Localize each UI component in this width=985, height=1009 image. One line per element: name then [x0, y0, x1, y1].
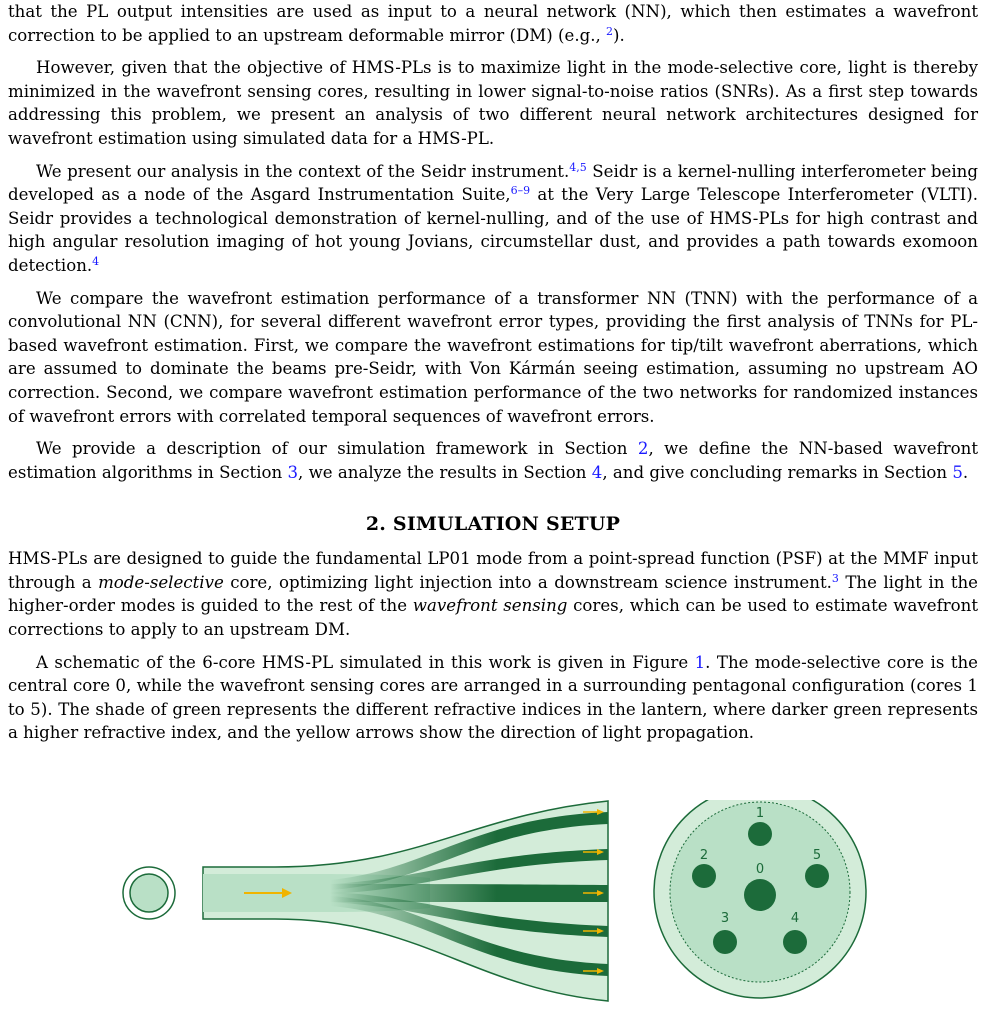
citation-link[interactable]: 4,5 [569, 160, 587, 174]
photonic-lantern-figure [0, 800, 985, 1009]
core-1 [748, 822, 772, 846]
citation-link[interactable]: 2 [606, 24, 614, 38]
output-cross-section [654, 800, 866, 998]
section-link[interactable]: 3 [287, 462, 299, 482]
paragraph-seidr: We present our analysis in the context of the Seidr instrument.$^{4,5}$ Seidr is a kernel-nulling interferometer being developed as a node of the Asgard Instrumentation Suite,$^{6-9}$ at the Very Large Telescope Interferometer (VLTI). Seidr provides a technological demonstration of kernel-nulling, and of the use of HMS-PLs for high contrast and high angular resolution imaging of hot young Jovians, circumstellar dust, and provides a path towards exomoon detection.$^4$ [8, 160, 978, 275]
paragraph-outline: We provide a description of our simulation framework in Section 2, we define the NN-based wavefront estimation algorithms in Section 3, we analyze the results in Section 4, and give concluding remarks in Section 5. [8, 439, 978, 482]
core-label-4: 4 [790, 911, 800, 926]
core-5 [805, 864, 829, 888]
paragraph-intro-end: that the PL output intensities are used as input to a neural network (NN), which then estimates a wavefront correction to be applied to an upstream deformable mirror (DM) (e.g., $^2$). [8, 2, 978, 45]
citation-link[interactable]: 6–9 [510, 184, 531, 198]
section-link[interactable]: 4 [591, 462, 603, 482]
paragraph-snr: However, given that the objective of HMS-PLs is to maximize light in the mode-selective core, light is thereby minimized in the wavefront sensing cores, resulting in lower signal-to-noise ratios (SNRs). As a first step towards addressing this problem, we present an analysis of two different neural network architectures designed for wavefront estimation using simulated data for a HMS-PL. [8, 58, 978, 148]
paragraph-schematic: A schematic of the 6-core HMS-PL simulated in this work is given in Figure 1. The mode-selective core is the central core 0, while the wavefront sensing cores are arranged in a surrounding pentagonal configuration (cores 1 to 5). The shade of green represents the different refractive indices in the lantern, where darker green represents a higher refractive index, and the yellow arrows show the direction of light propagation. [8, 652, 978, 743]
section-link[interactable]: 5 [952, 462, 963, 482]
core-0 [744, 879, 776, 911]
paragraph-hms-pl: HMS-PLs are designed to guide the fundamental LP01 mode from a point-spread function (PSF) at the MMF input through a mode-selective core, optimizing light injection into a downstream science instrument.$^3$ The light in the higher-order modes is guided to the rest of the wavefront sensing cores, which can be used to estimate wavefront corrections to apply to an upstream DM. [8, 549, 979, 640]
core-2 [692, 864, 716, 888]
core-label-3: 3 [720, 911, 730, 926]
lantern-taper [203, 801, 608, 1001]
core-label-0: 0 [755, 862, 765, 877]
section-heading: 2. SIMULATION SETUP [365, 513, 621, 536]
citation-link[interactable]: 3 [831, 571, 839, 585]
paragraph-tnn-cnn: We compare the wavefront estimation performance of a transformer NN (TNN) with the performance of a convolutional NN (CNN), for several different wavefront error types, providing the first analysis of TNNs for PL-based wavefront estimation. First, we compare the wavefront estimations for tip/tilt wavefront aberrations, which are assumed to dominate the beams pre-Seidr, with Von Kármán seeing estimation, assuming no upstream AO correction. Second, we compare wavefront estimation performance of the two networks for randomized instances of wavefront errors with correlated temporal sequences of wavefront errors. [8, 288, 978, 426]
paper-page [8, 0, 978, 745]
core-label-5: 5 [812, 848, 822, 863]
core-3 [713, 930, 737, 954]
core-4 [783, 930, 807, 954]
mmf-input-cross-section [123, 867, 175, 919]
citation-link[interactable]: 4 [92, 254, 100, 268]
core-label-2: 2 [699, 848, 709, 863]
section-link[interactable]: 2 [637, 439, 649, 459]
core-label-1: 1 [755, 806, 765, 821]
figure-link[interactable]: 1 [694, 652, 706, 672]
